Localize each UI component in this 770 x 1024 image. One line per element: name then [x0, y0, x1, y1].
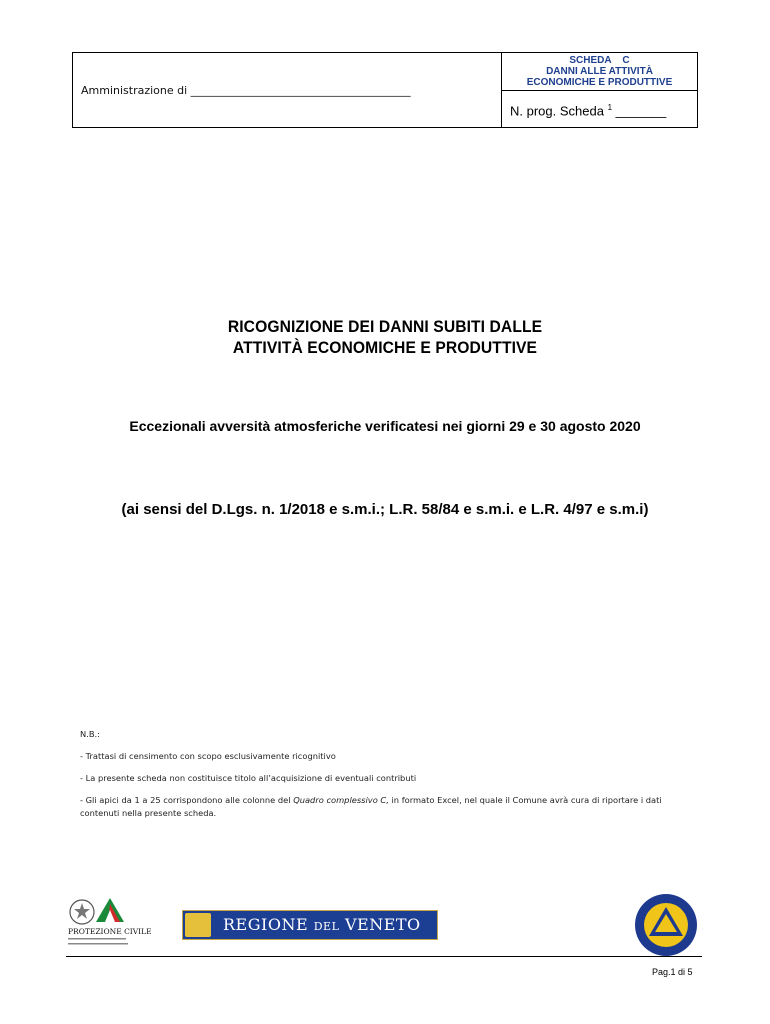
notes-section [80, 728, 698, 829]
prog-blank: _______ [615, 103, 667, 119]
note-item-3-emphasis: Quadro complessivo C, [293, 795, 389, 805]
prog-superscript: 1 [607, 103, 613, 112]
page-number: Pag.1 di 5 [652, 967, 693, 977]
legal-reference: (ai sensi del D.Lgs. n. 1/2018 e s.m.i.; L.R. 58/84 e s.m.i. e L.R. 4/97 e s.m.i) [121, 501, 649, 518]
lion-of-saint-mark-icon [185, 913, 211, 937]
regione-veneto-text [223, 915, 421, 934]
regione-veneto-logo [182, 910, 438, 940]
document-title [31, 316, 739, 358]
protezione-civile-logo [68, 894, 152, 954]
protezione-civile-text: PROTEZIONE CIVILE [68, 927, 152, 936]
protezione-civile-veneto-emblem-icon [633, 892, 699, 958]
footer-divider [66, 956, 702, 957]
note-item-3-post: in formato Excel, nel quale il Comune avrà cura di riportare i dati contenuti nella presente scheda. [80, 795, 662, 818]
scheda-cell [502, 53, 697, 91]
event-subtitle: Eccezionali avversità atmosferiche verificatesi nei giorni 29 e 30 agosto 2020 [129, 418, 641, 434]
title-line-2: ATTIVITÀ ECONOMICHE E PRODUTTIVE [232, 338, 538, 357]
administration-cell [73, 53, 502, 127]
note-item: - La presente scheda non costituisce titolo all’acquisizione di eventuali contributi [80, 773, 417, 783]
notes-heading: N.B.: [80, 729, 100, 739]
prog-scheda-cell [502, 91, 697, 127]
note-item-3-pre: - Gli apici da 1 a 25 corrispondono alle colonne del [80, 795, 294, 805]
veneto-word: VENETO [344, 915, 421, 934]
prog-label: N. prog. Scheda [510, 103, 604, 119]
scheda-line-1: SCHEDA C [569, 55, 630, 66]
header-box [72, 52, 698, 128]
regione-word: REGIONE [223, 915, 309, 934]
scheda-line-2: DANNI ALLE ATTIVITÀ [546, 66, 653, 77]
scheda-line-3: ECONOMICHE E PRODUTTIVE [526, 77, 673, 88]
note-item: - Trattasi di censimento con scopo esclusivamente ricognitivo [80, 751, 336, 761]
note-item [80, 794, 698, 820]
administration-label: Amministrazione di ________________________________________ [81, 84, 411, 97]
del-word: DEL [313, 920, 340, 933]
title-line-1: RICOGNIZIONE DEI DANNI SUBITI DALLE [227, 317, 543, 336]
